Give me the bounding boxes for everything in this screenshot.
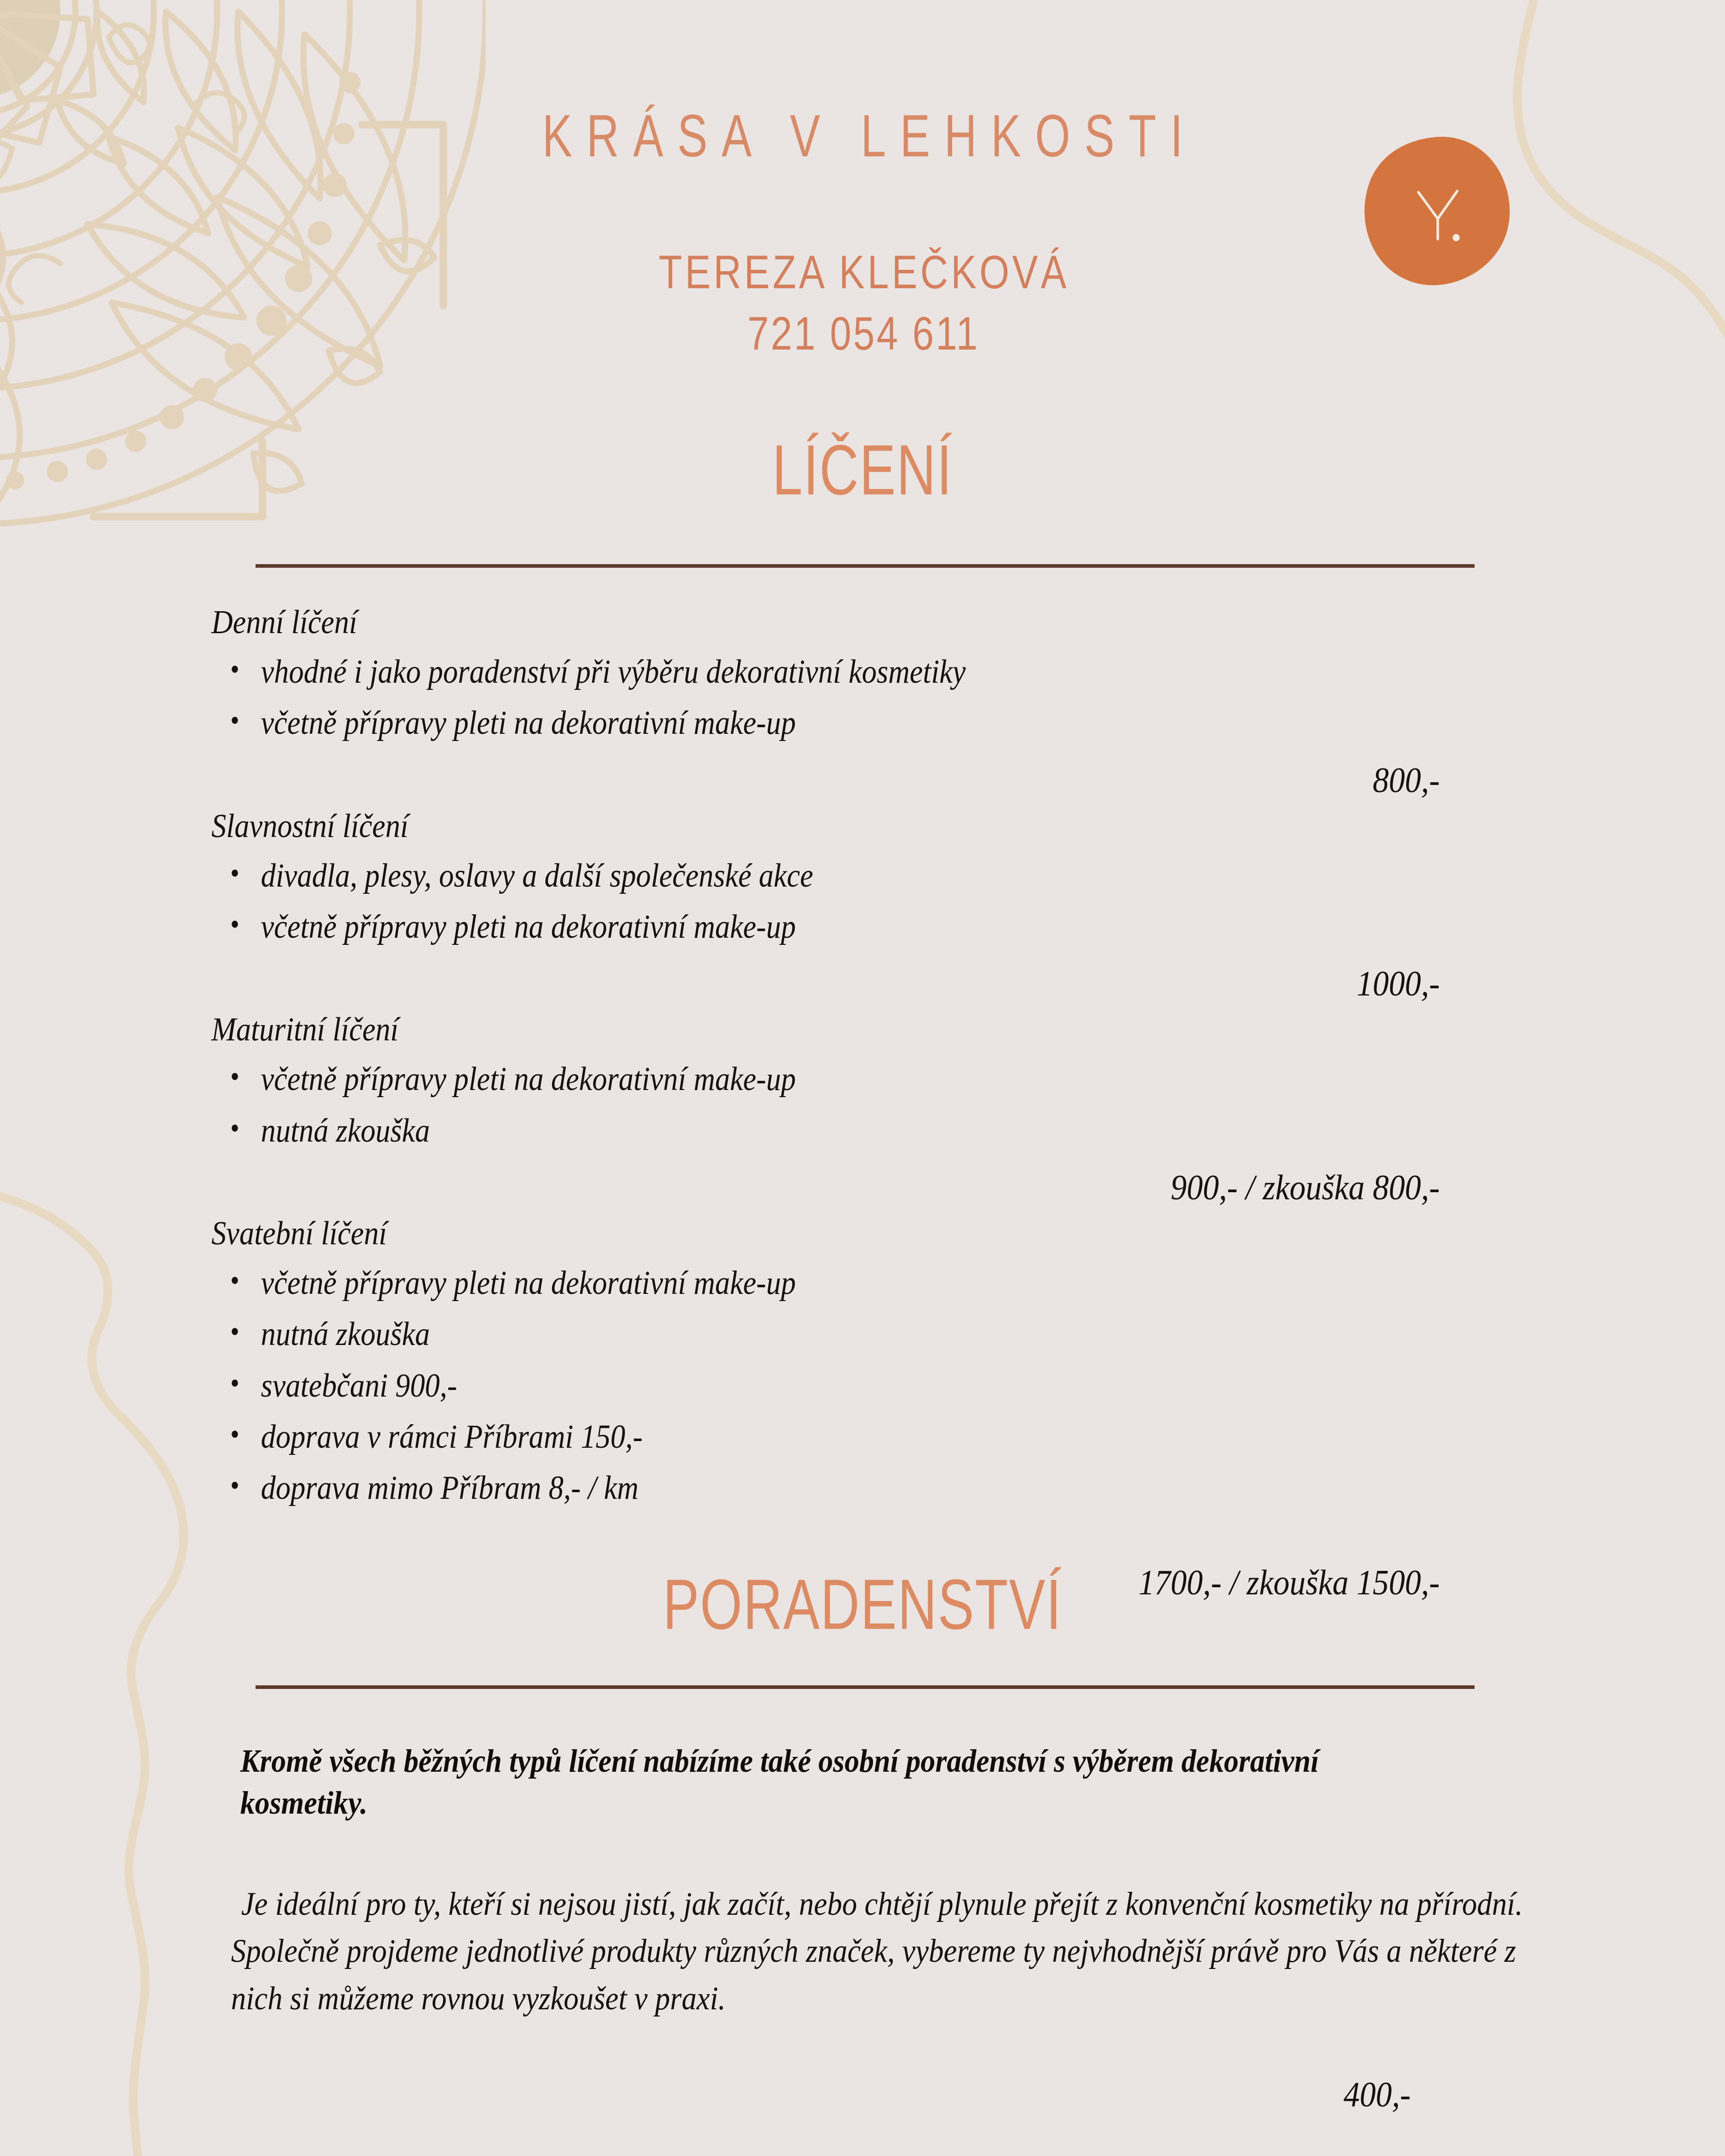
services-list <box>0 606 1725 1604</box>
section-divider-poradenstvi <box>256 1685 1475 1689</box>
service-features <box>0 1054 1725 1156</box>
service-features <box>0 1258 1725 1514</box>
service-feature: • divadla, plesy, oslavy a další společenské akce <box>0 850 1518 901</box>
brand-phone-number: 721 054 611 <box>747 307 980 360</box>
service-name: Maturitní líčení <box>211 1011 399 1049</box>
service-feature: • doprava mimo Příbram 8,- / km <box>0 1463 1518 1514</box>
service-features <box>0 646 1725 749</box>
service-price: 800,- <box>1372 760 1440 800</box>
service-features <box>0 850 1725 953</box>
service-name: Slavnostní líčení <box>211 807 409 845</box>
logo-dot-icon <box>1453 234 1460 241</box>
service-feature: • včetně přípravy pleti na dekorativní make-up <box>0 901 1518 953</box>
consulting-price: 400,- <box>1343 2075 1411 2115</box>
service-price: 900,- / zkouška 800,- <box>1170 1168 1440 1208</box>
brand-owner-name: TEREZA KLEČKOVÁ <box>658 246 1070 298</box>
service-item <box>0 606 1725 801</box>
service-item <box>0 809 1725 1005</box>
service-feature: • nutná zkouška <box>0 1309 1518 1360</box>
service-name: Denní líčení <box>211 604 358 641</box>
consulting-lead-text: Kromě všech běžných typů líčení nabízíme také osobní poradenství s výběrem dekorativní kosmetiky. <box>240 1743 1319 1821</box>
service-feature: • svatebčani 900,- <box>0 1360 1518 1411</box>
service-feature: • včetně přípravy pleti na dekorativní make-up <box>0 698 1518 749</box>
service-item <box>0 1013 1725 1209</box>
service-feature: • včetně přípravy pleti na dekorativní make-up <box>0 1054 1518 1105</box>
section-divider-liceni <box>256 564 1475 568</box>
brand-title: KRÁSA V LEHKOSTI <box>542 103 1197 170</box>
service-feature: • doprava v rámci Příbrami 150,- <box>0 1411 1518 1463</box>
service-feature: • nutná zkouška <box>0 1105 1518 1156</box>
service-item <box>0 1214 1725 1604</box>
consulting-body-text: Je ideální pro ty, kteří si nejsou jistí, jak začít, nebo chtějí plynule přejít z konvenční kosmetiky na přírodní. Společně projdeme jednotlivé produkty různých značek, vybereme ty nejvhodnější právě pro Vás a některé z nich si můžeme rovnou vyzkoušet v praxi. <box>231 1886 1523 2017</box>
service-name: Svatební líčení <box>211 1214 387 1252</box>
service-feature: • včetně přípravy pleti na dekorativní make-up <box>0 1258 1518 1309</box>
section-title-liceni: LÍČENÍ <box>772 430 953 511</box>
service-price: 1700,- / zkouška 1500,- <box>1138 1563 1440 1603</box>
service-price: 1000,- <box>1356 964 1440 1004</box>
section-title-poradenstvi: PORADENSTVÍ <box>662 1565 1063 1645</box>
service-feature: • vhodné i jako poradenství při výběru dekorativní kosmetiky <box>0 646 1518 698</box>
